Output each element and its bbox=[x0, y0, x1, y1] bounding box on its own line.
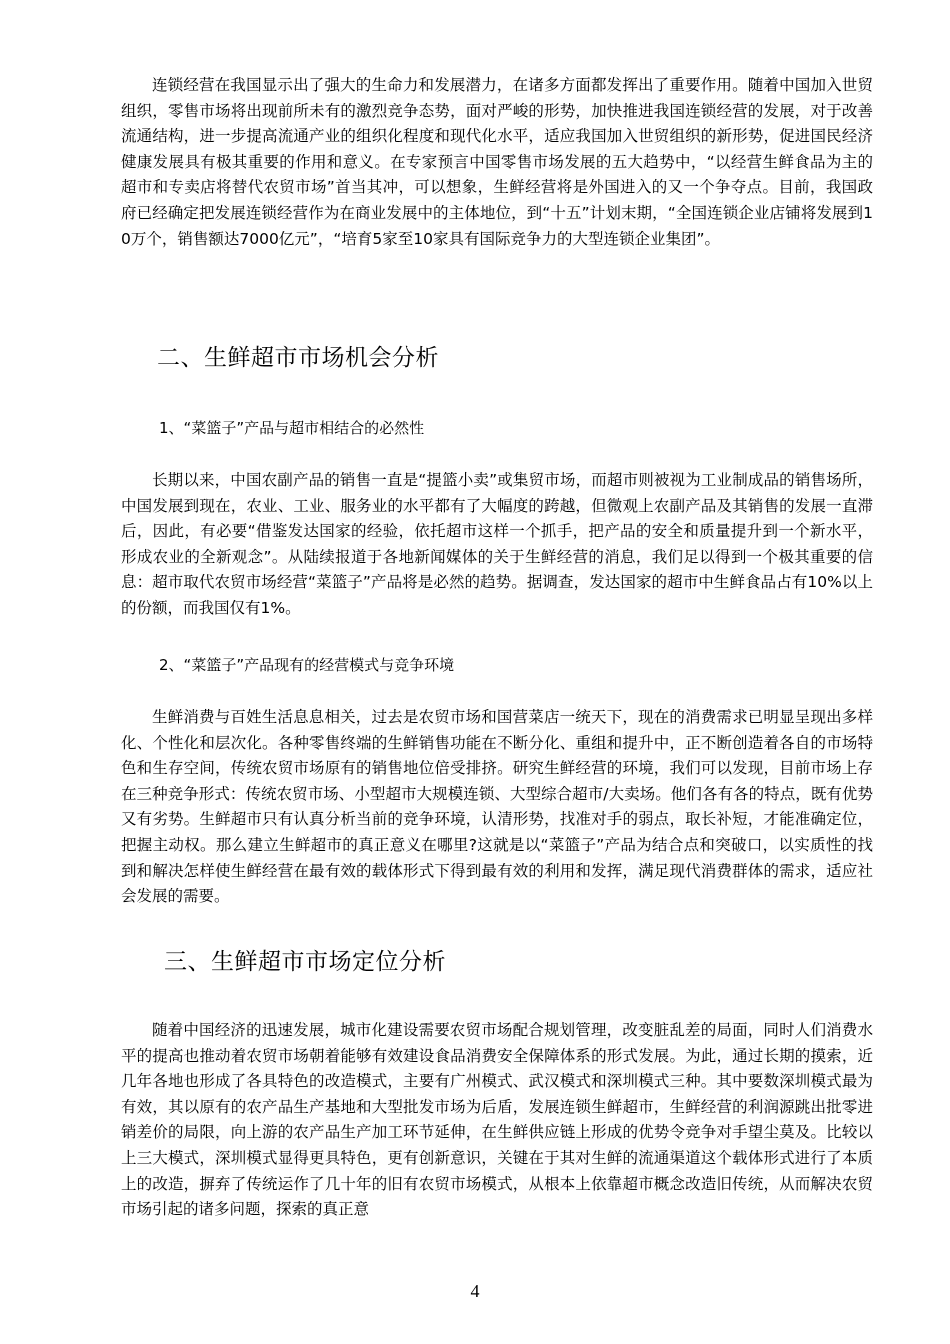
paragraph-competition: 生鲜消费与百姓生活息息相关，过去是农贸市场和国营菜店一统天下，现在的消费需求已明显呈现出多样化、个性化和层次化。各种零售终端的生鲜销售功能在不断分化、重组和提升中，正不断创造着各自的市场特色和生存空间，传统农贸市场原有的销售地位倍受排挤。研究生鲜经营的环境，我们可以发现，目前市场上存在三种竞争形式：传统农贸市场、小型超市大规模连锁、大型综合超市/大卖场。他们各有各的特点，既有优势又有劣势。生鲜超市只有认真分析当前的竞争环境，认清形势，找准对手的弱点，取长补短，才能准确定位，把握主动权。那么建立生鲜超市的真正意义在哪里?这就是以“菜篮子”产品为结合点和突破口，以实质性的找到和解决怎样使生鲜经营在最有效的载体形式下得到最有效的利用和发挥，满足现代消费群体的需求，适应社会发展的需要。 bbox=[121, 708, 873, 906]
page-number: 4 bbox=[470, 1281, 480, 1301]
subsection-title-competition: 2、“菜篮子”产品现有的经营模式与竞争环境 bbox=[159, 656, 455, 674]
intro-paragraph: 连锁经营在我国显示出了强大的生命力和发展潜力，在诸多方面都发挥出了重要作用。随着中国加入世贸组织，零售市场将出现前所未有的激烈竞争态势，面对严峻的形势，加快推进我国连锁经营的发展，对于改善流通结构，进一步提高流通产业的组织化程度和现代化水平，适应我国加入世贸组织的新形势，促进国民经济健康发展具有极其重要的作用和意义。在专家预言中国零售市场发展的五大趋势中，“以经营生鲜食品为主的超市和专卖店将替代农贸市场”首当其冲，可以想象，生鲜经营将是外国进入的又一个争夺点。目前，我国政府已经确定把发展连锁经营作为在商业发展中的主体地位，到“十五”计划末期，“全国连锁企业店铺将发展到10万个，销售额达7000亿元”，“培育5家至10家具有国际竞争力的大型连锁企业集团”。 bbox=[121, 76, 873, 248]
subsection-title-inevitability: 1、“菜篮子”产品与超市相结合的必然性 bbox=[159, 419, 425, 437]
section-heading-market-positioning: 三、生鲜超市市场定位分析 bbox=[164, 949, 446, 975]
paragraph-inevitability: 长期以来，中国农副产品的销售一直是“提篮小卖”或集贸市场，而超市则被视为工业制成品的销售场所，中国发展到现在，农业、工业、服务业的水平都有了大幅度的跨越，但微观上农副产品及其销售的发展一直滞后，因此，有必要“借鉴发达国家的经验，依托超市这样一个抓手，把产品的安全和质量提升到一个新水平，形成农业的全新观念”。从陆续报道于各地新闻媒体的关于生鲜经营的消息，我们足以得到一个极其重要的信息：超市取代农贸市场经营“菜篮子”产品将是必然的趋势。据调查，发达国家的超市中生鲜食品占有10%以上的份额，而我国仅有1%。 bbox=[121, 471, 873, 617]
paragraph-positioning: 随着中国经济的迅速发展，城市化建设需要农贸市场配合规划管理，改变脏乱差的局面，同时人们消费水平的提高也推动着农贸市场朝着能够有效建设食品消费安全保障体系的形式发展。为此，通过长期的摸索，近几年各地也形成了各具特色的改造模式，主要有广州模式、武汉模式和深圳模式三种。其中要数深圳模式最为有效，其以原有的农产品生产基地和大型批发市场为后盾，发展连锁生鲜超市，生鲜经营的利润源跳出批零进销差价的局限，向上游的农产品生产加工环节延伸，在生鲜供应链上形成的优势令竞争对手望尘莫及。比较以上三大模式，深圳模式显得更具特色，更有创新意识，关键在于其对生鲜的流通渠道这个载体形式进行了本质上的改造，摒弃了传统运作了几十年的旧有农贸市场模式，从根本上依靠超市概念改造旧传统，从而解决农贸市场引起的诸多问题，探索的真正意 bbox=[121, 1021, 873, 1219]
section-heading-market-opportunity: 二、生鲜超市市场机会分析 bbox=[157, 345, 439, 371]
